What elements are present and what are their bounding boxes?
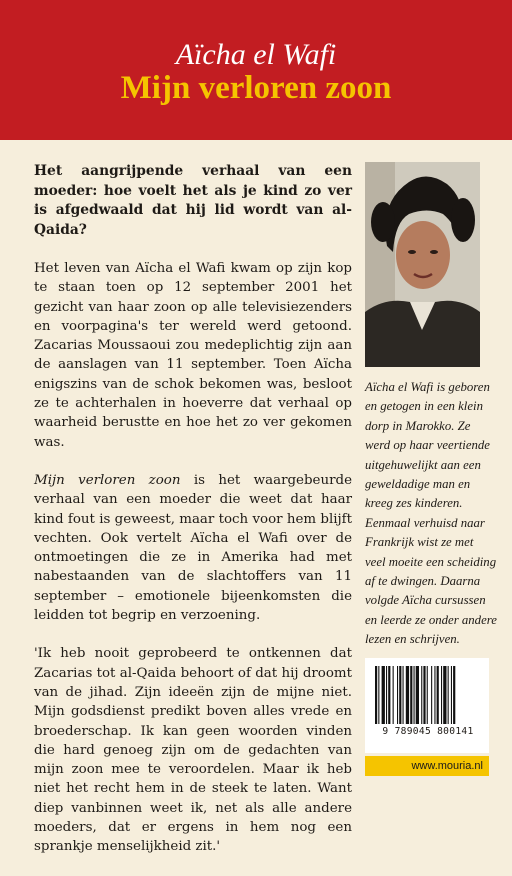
barcode-bar — [382, 666, 385, 724]
paragraph-1: Het leven van Aïcha el Wafi kwam op zijn kop te staan toen op 12 september 2001 het gezicht van haar zoon op alle televisiezenders en voorpagina's ter wereld werd getoond. Zacarias Moussaoui zou medeplichtig zijn aan de aanslagen van 11 september. Toen Aïcha enigszins van de schok bekomen was, besloot ze te achterhalen in hoeverre dat verhaal op waarheid berustte en hoe het zo ver gekomen was. — [34, 261, 352, 450]
barcode-bar — [451, 666, 452, 724]
barcode-bar — [431, 666, 432, 724]
author-bio — [365, 378, 497, 650]
barcode-bar — [397, 666, 398, 724]
barcode-bar — [414, 666, 415, 724]
barcode-bar — [410, 666, 412, 724]
bio-text: is geboren en getogen in een klein dorp in Marokko. Ze werd op haar veertiende uitgehuwelijkt aan een geweldadige man en kreeg zes kinderen. Eenmaal verhuisd naar Frankrijk wist ze met veel moeite een scheiding af te dwingen. Daarna volgde Aïcha cursussen en leerde ze onder andere lezen en schrijven. — [365, 380, 497, 647]
barcode-bar — [386, 666, 387, 724]
barcode-bar — [443, 666, 446, 724]
author-name: Aïcha el Wafi — [175, 38, 337, 71]
barcode-bar — [421, 666, 422, 724]
barcode-bar — [427, 666, 428, 724]
barcode-bar — [423, 666, 425, 724]
header-banner — [0, 0, 512, 140]
barcode-bar — [375, 666, 377, 724]
barcode — [365, 658, 489, 753]
barcode-bar — [416, 666, 419, 724]
barcode-bar — [434, 666, 435, 724]
author-portrait-image — [365, 162, 480, 367]
barcode-bar — [388, 666, 390, 724]
bio-author-name: Aïcha el Wafi — [365, 380, 434, 394]
quote-paragraph: 'Ik heb nooit geprobeerd te ontkennen dat Zacarias tot al-Qaida behoort of dat hij droomt van de jihad. Zijn ideeën zijn de mijne niet. Mijn godsdienst predikt boven alles vrede en broederschap. Ik kan geen woorden vinden die hard genoeg zijn om de gedachten van mijn zoon mee te veroordelen. Maar ik heb niet het recht hem in de steek te laten. Want diep vanbinnen weet ik, net als alle andere moeders, dat er ergens in hem nog een sprankje menselijkheid zit.' — [34, 646, 352, 855]
back-cover-text — [34, 162, 352, 876]
author-photo — [365, 162, 480, 367]
barcode-bar — [448, 666, 449, 724]
barcode-bar — [453, 666, 455, 724]
barcode-bar — [393, 666, 394, 724]
paragraph-2-text: is het waargebeurde verhaal van een moeder die weet dat haar kind fout is geweest, maar toch voor hem blijft vechten. Ook vertelt Aïcha el Wafi over de ontmoetingen die ze in Amerika had met nabestaanden van de slachtoffers van 11 september – emotionele bijeenkomsten die leidden tot begrip en verzoening. — [34, 472, 352, 624]
title-reference: Mijn verloren zoon — [34, 472, 181, 488]
barcode-bar — [441, 666, 442, 724]
book-title: Mijn verloren zoon — [120, 70, 392, 106]
paragraph-2 — [34, 471, 352, 625]
barcode-bar — [406, 666, 409, 724]
barcode-bar — [399, 666, 401, 724]
barcode-bar — [403, 666, 404, 724]
barcode-bar — [437, 666, 439, 724]
barcode-bar — [378, 666, 379, 724]
publisher-website-label: www.mouria.nl — [411, 760, 483, 772]
barcode-bars — [365, 658, 489, 728]
isbn-number: 9 789045 800141 — [382, 726, 474, 737]
publisher-website[interactable] — [365, 756, 489, 776]
lead-paragraph: Het aangrijpende verhaal van een moeder: hoe voelt het als je kind zo ver is afgedwaald dat hij lid wordt van al-Qaida? — [34, 163, 352, 238]
